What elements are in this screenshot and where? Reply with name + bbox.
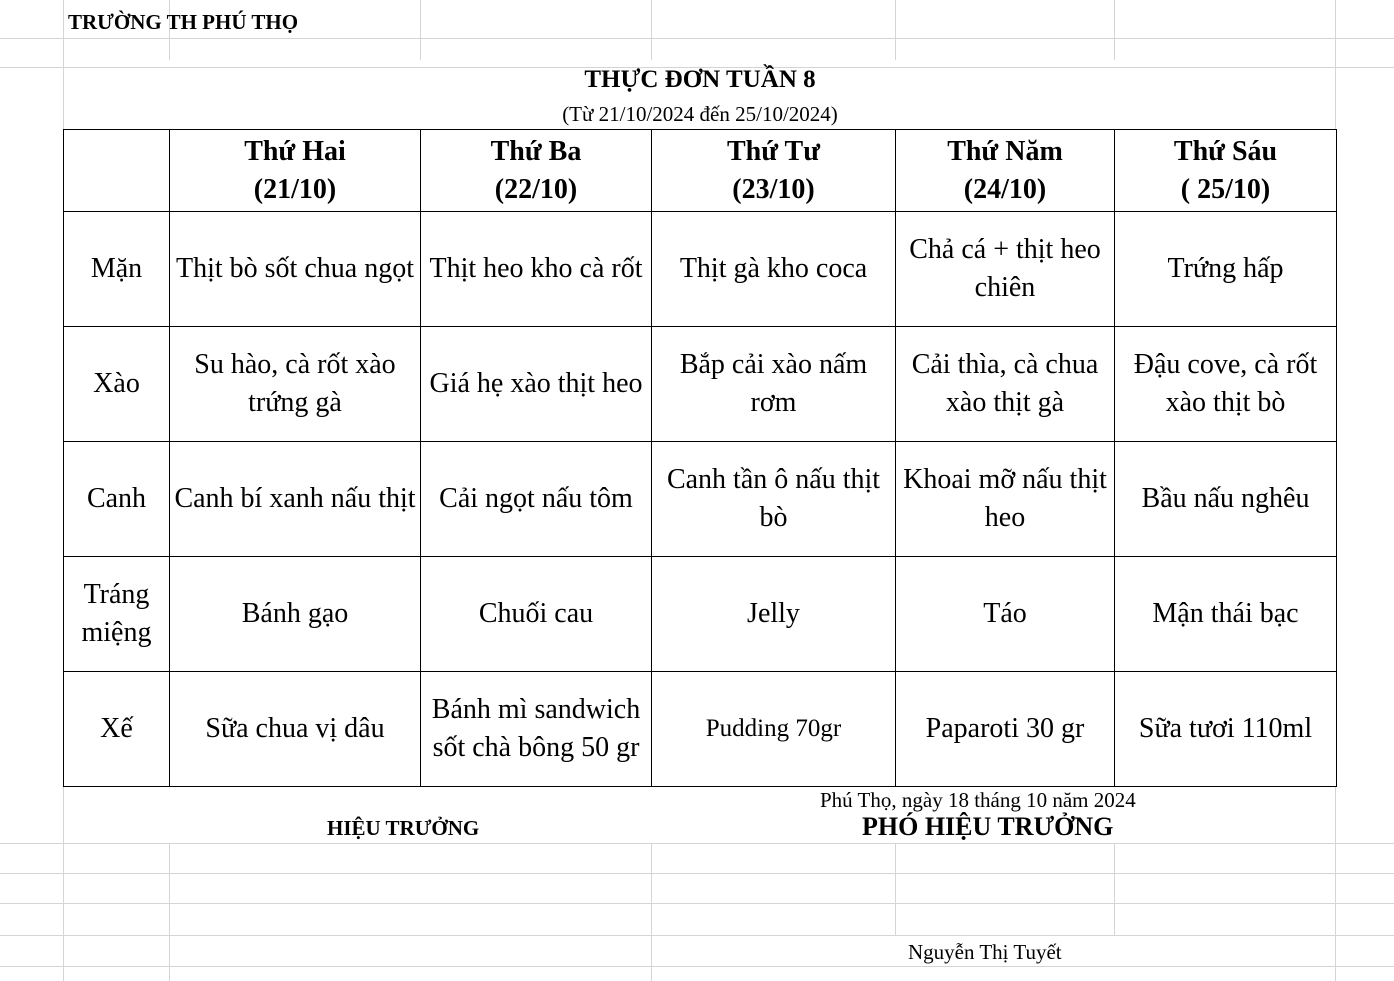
row-label: Mặn: [64, 212, 170, 327]
menu-cell: Đậu cove, cà rốt xào thịt bò: [1115, 327, 1337, 442]
day-header: [652, 130, 896, 212]
day-header: [170, 130, 421, 212]
menu-cell: Paparoti 30 gr: [896, 672, 1115, 787]
row-label: Xào: [64, 327, 170, 442]
menu-cell: Thịt bò sốt chua ngọt: [170, 212, 421, 327]
signer-name: Nguyễn Thị Tuyết: [908, 940, 1062, 964]
table-row: [64, 327, 1337, 442]
day-header: [421, 130, 652, 212]
day-name: Thứ Ba: [490, 135, 582, 167]
menu-cell: Khoai mỡ nấu thịt heo: [896, 442, 1115, 557]
table-row: [64, 672, 1337, 787]
principal-title: HIỆU TRƯỞNG: [327, 816, 480, 840]
menu-cell: Cải thìa, cà chua xào thịt gà: [896, 327, 1115, 442]
corner-cell: [64, 130, 170, 212]
date-range: (Từ 21/10/2024 đến 25/10/2024): [562, 102, 838, 126]
menu-cell: Cải ngọt nấu tôm: [421, 442, 652, 557]
table-row: [64, 212, 1337, 327]
menu-cell: Thịt heo kho cà rốt: [421, 212, 652, 327]
menu-cell: Bắp cải xào nấm rơm: [652, 327, 896, 442]
menu-cell: Jelly: [652, 557, 896, 672]
row-label: Xế: [64, 672, 170, 787]
day-date: (24/10): [963, 173, 1047, 205]
day-date: ( 25/10): [1180, 173, 1271, 205]
day-date: (22/10): [494, 173, 578, 205]
menu-cell: Táo: [896, 557, 1115, 672]
row-label: Canh: [64, 442, 170, 557]
vice-principal-title: PHÓ HIỆU TRƯỞNG: [862, 812, 1114, 841]
school-name: TRƯỜNG TH PHÚ THỌ: [68, 10, 299, 34]
page-title: THỰC ĐƠN TUẦN 8: [584, 66, 816, 93]
day-name: Thứ Sáu: [1173, 135, 1278, 167]
weekly-menu-table: [63, 129, 1337, 787]
menu-cell: Canh tần ô nấu thịt bò: [652, 442, 896, 557]
menu-cell: Trứng hấp: [1115, 212, 1337, 327]
menu-cell: Thịt gà kho coca: [652, 212, 896, 327]
place-date: Phú Thọ, ngày 18 tháng 10 năm 2024: [820, 788, 1136, 812]
menu-cell: Pudding 70gr: [652, 672, 896, 787]
menu-cell: Chả cá + thịt heo chiên: [896, 212, 1115, 327]
row-label: Tráng miệng: [64, 557, 170, 672]
menu-cell: Bầu nấu nghêu: [1115, 442, 1337, 557]
day-header: [1115, 130, 1337, 212]
menu-cell: Giá hẹ xào thịt heo: [421, 327, 652, 442]
table-row: [64, 442, 1337, 557]
day-header: [896, 130, 1115, 212]
menu-cell: Chuối cau: [421, 557, 652, 672]
day-date: (21/10): [253, 173, 337, 205]
menu-cell: Mận thái bạc: [1115, 557, 1337, 672]
day-date: (23/10): [732, 173, 815, 205]
table-row: [64, 557, 1337, 672]
day-name: Thứ Tư: [726, 135, 821, 167]
menu-cell: Sữa chua vị dâu: [170, 672, 421, 787]
day-name: Thứ Hai: [244, 135, 346, 167]
table-header-row: [64, 130, 1337, 212]
day-name: Thứ Năm: [947, 135, 1063, 167]
menu-cell: Bánh mì sandwich sốt chà bông 50 gr: [421, 672, 652, 787]
menu-cell: Bánh gạo: [170, 557, 421, 672]
menu-cell: Sữa tươi 110ml: [1115, 672, 1337, 787]
menu-cell: Su hào, cà rốt xào trứng gà: [170, 327, 421, 442]
menu-cell: Canh bí xanh nấu thịt: [170, 442, 421, 557]
